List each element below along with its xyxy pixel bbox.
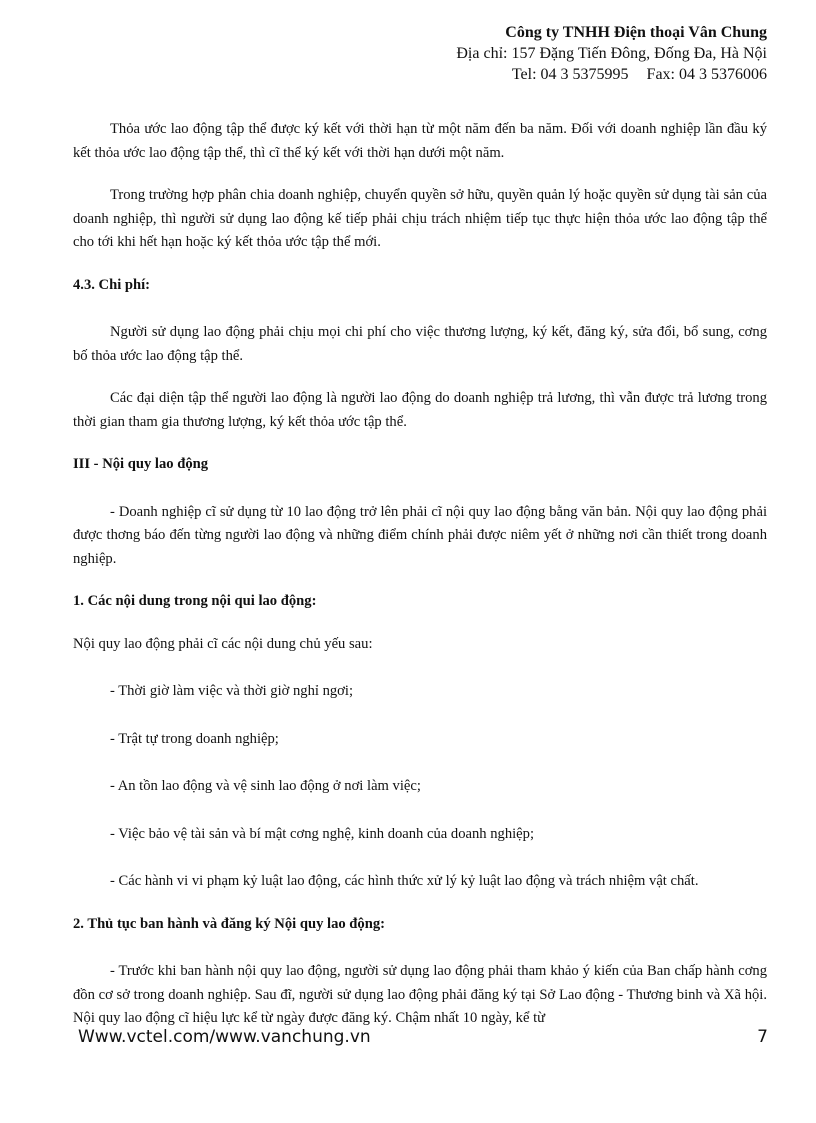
paragraph-procedure: - Trước khi ban hành nội quy lao động, người sử dụng lao động phải tham khảo ý kiến của Ban chấp hành cơng đồn cơ sở trong doanh nghiệp. Sau đĩ, người sử dụng lao động phải đăng ký tại Sở Lao động - Thương binh và Xã hội. Nội quy lao động cĩ hiệu lực kể từ ngày được đăng ký. Chậm nhất 10 ngày, kể từ [73, 963, 767, 1026]
company-address: Địa chỉ: 157 Đặng Tiến Đông, Đống Đa, Hà Nội [456, 45, 767, 62]
footer-url: Www.vctel.com/www.vanchung.vn [78, 1027, 371, 1047]
section-heading-rules-content: 1. Các nội dung trong nội qui lao động: [73, 593, 317, 609]
tel-number: Tel: 04 3 5375995 [511, 66, 629, 83]
paragraph-term: Thỏa ước lao động tập thể được ký kết với thời hạn từ một năm đến ba năm. Đối với doanh nghiệp lần đầu ký kết thỏa ước lao động tập thể, thì cĩ thể ký kết với thời hạn dưới một năm. [73, 121, 767, 161]
page-number: 7 [757, 1027, 768, 1047]
paragraph-rules-requirement: - Doanh nghiệp cĩ sử dụng từ 10 lao động trở lên phải cĩ nội quy lao động bằng văn bản. Nội quy lao động phải được thơng báo đến từng người lao động và những điểm chính phải được niêm yết ở những nơi cần thiết trong doanh nghiệp. [73, 503, 767, 567]
section-heading-procedure: 2. Thủ tục ban hành và đăng ký Nội quy lao động: [73, 915, 385, 932]
list-item: - Thời giờ làm việc và thời giờ nghỉ ngơi; [110, 683, 354, 699]
paragraph-rules-intro: Nội quy lao động phải cĩ các nội dung chủ yếu sau: [73, 635, 373, 652]
paragraph-succession: Trong trường hợp phân chia doanh nghiệp, chuyển quyền sở hữu, quyền quản lý hoặc quyền sử dụng tài sản của doanh nghiệp, thì người sử dụng lao động kế tiếp phải chịu trách nhiệm tiếp tục thực hiện thỏa ước lao động tập thể cho tới khi hết hạn hoặc ký kết thỏa ước tập thể mới. [73, 187, 767, 250]
paragraph-representatives: Các đại diện tập thể người lao động là người lao động do doanh nghiệp trả lương, thì vẫn được trả lương trong thời gian tham gia thương lượng, ký kết thỏa ước tập thể. [73, 390, 767, 430]
list-item: - Việc bảo vệ tài sản và bí mật cơng nghệ, kinh doanh của doanh nghiệp; [110, 825, 534, 842]
document-body [73, 118, 767, 1031]
list-item: - An tồn lao động và vệ sinh lao động ở nơi làm việc; [110, 778, 421, 794]
paragraph-costs: Người sử dụng lao động phải chịu mọi chi phí cho việc thương lượng, ký kết, đăng ký, sửa đổi, bổ sung, cơng bố thỏa ước lao động tập thể. [73, 324, 767, 364]
list-item: - Trật tự trong doanh nghiệp; [110, 730, 279, 747]
company-name: Công ty TNHH Điện thoại Vân Chung [505, 24, 767, 41]
section-heading-costs: 4.3. Chi phí: [73, 276, 151, 293]
contact-line [456, 64, 767, 85]
list-item: - Các hành vi vi phạm kỷ luật lao động, các hình thức xử lý kỷ luật lao động và trách nhiệm vật chất. [110, 873, 699, 889]
section-heading-rules: III - Nội quy lao động [73, 456, 209, 472]
letterhead [456, 22, 767, 85]
fax-number: Fax: 04 3 5376006 [646, 66, 767, 83]
